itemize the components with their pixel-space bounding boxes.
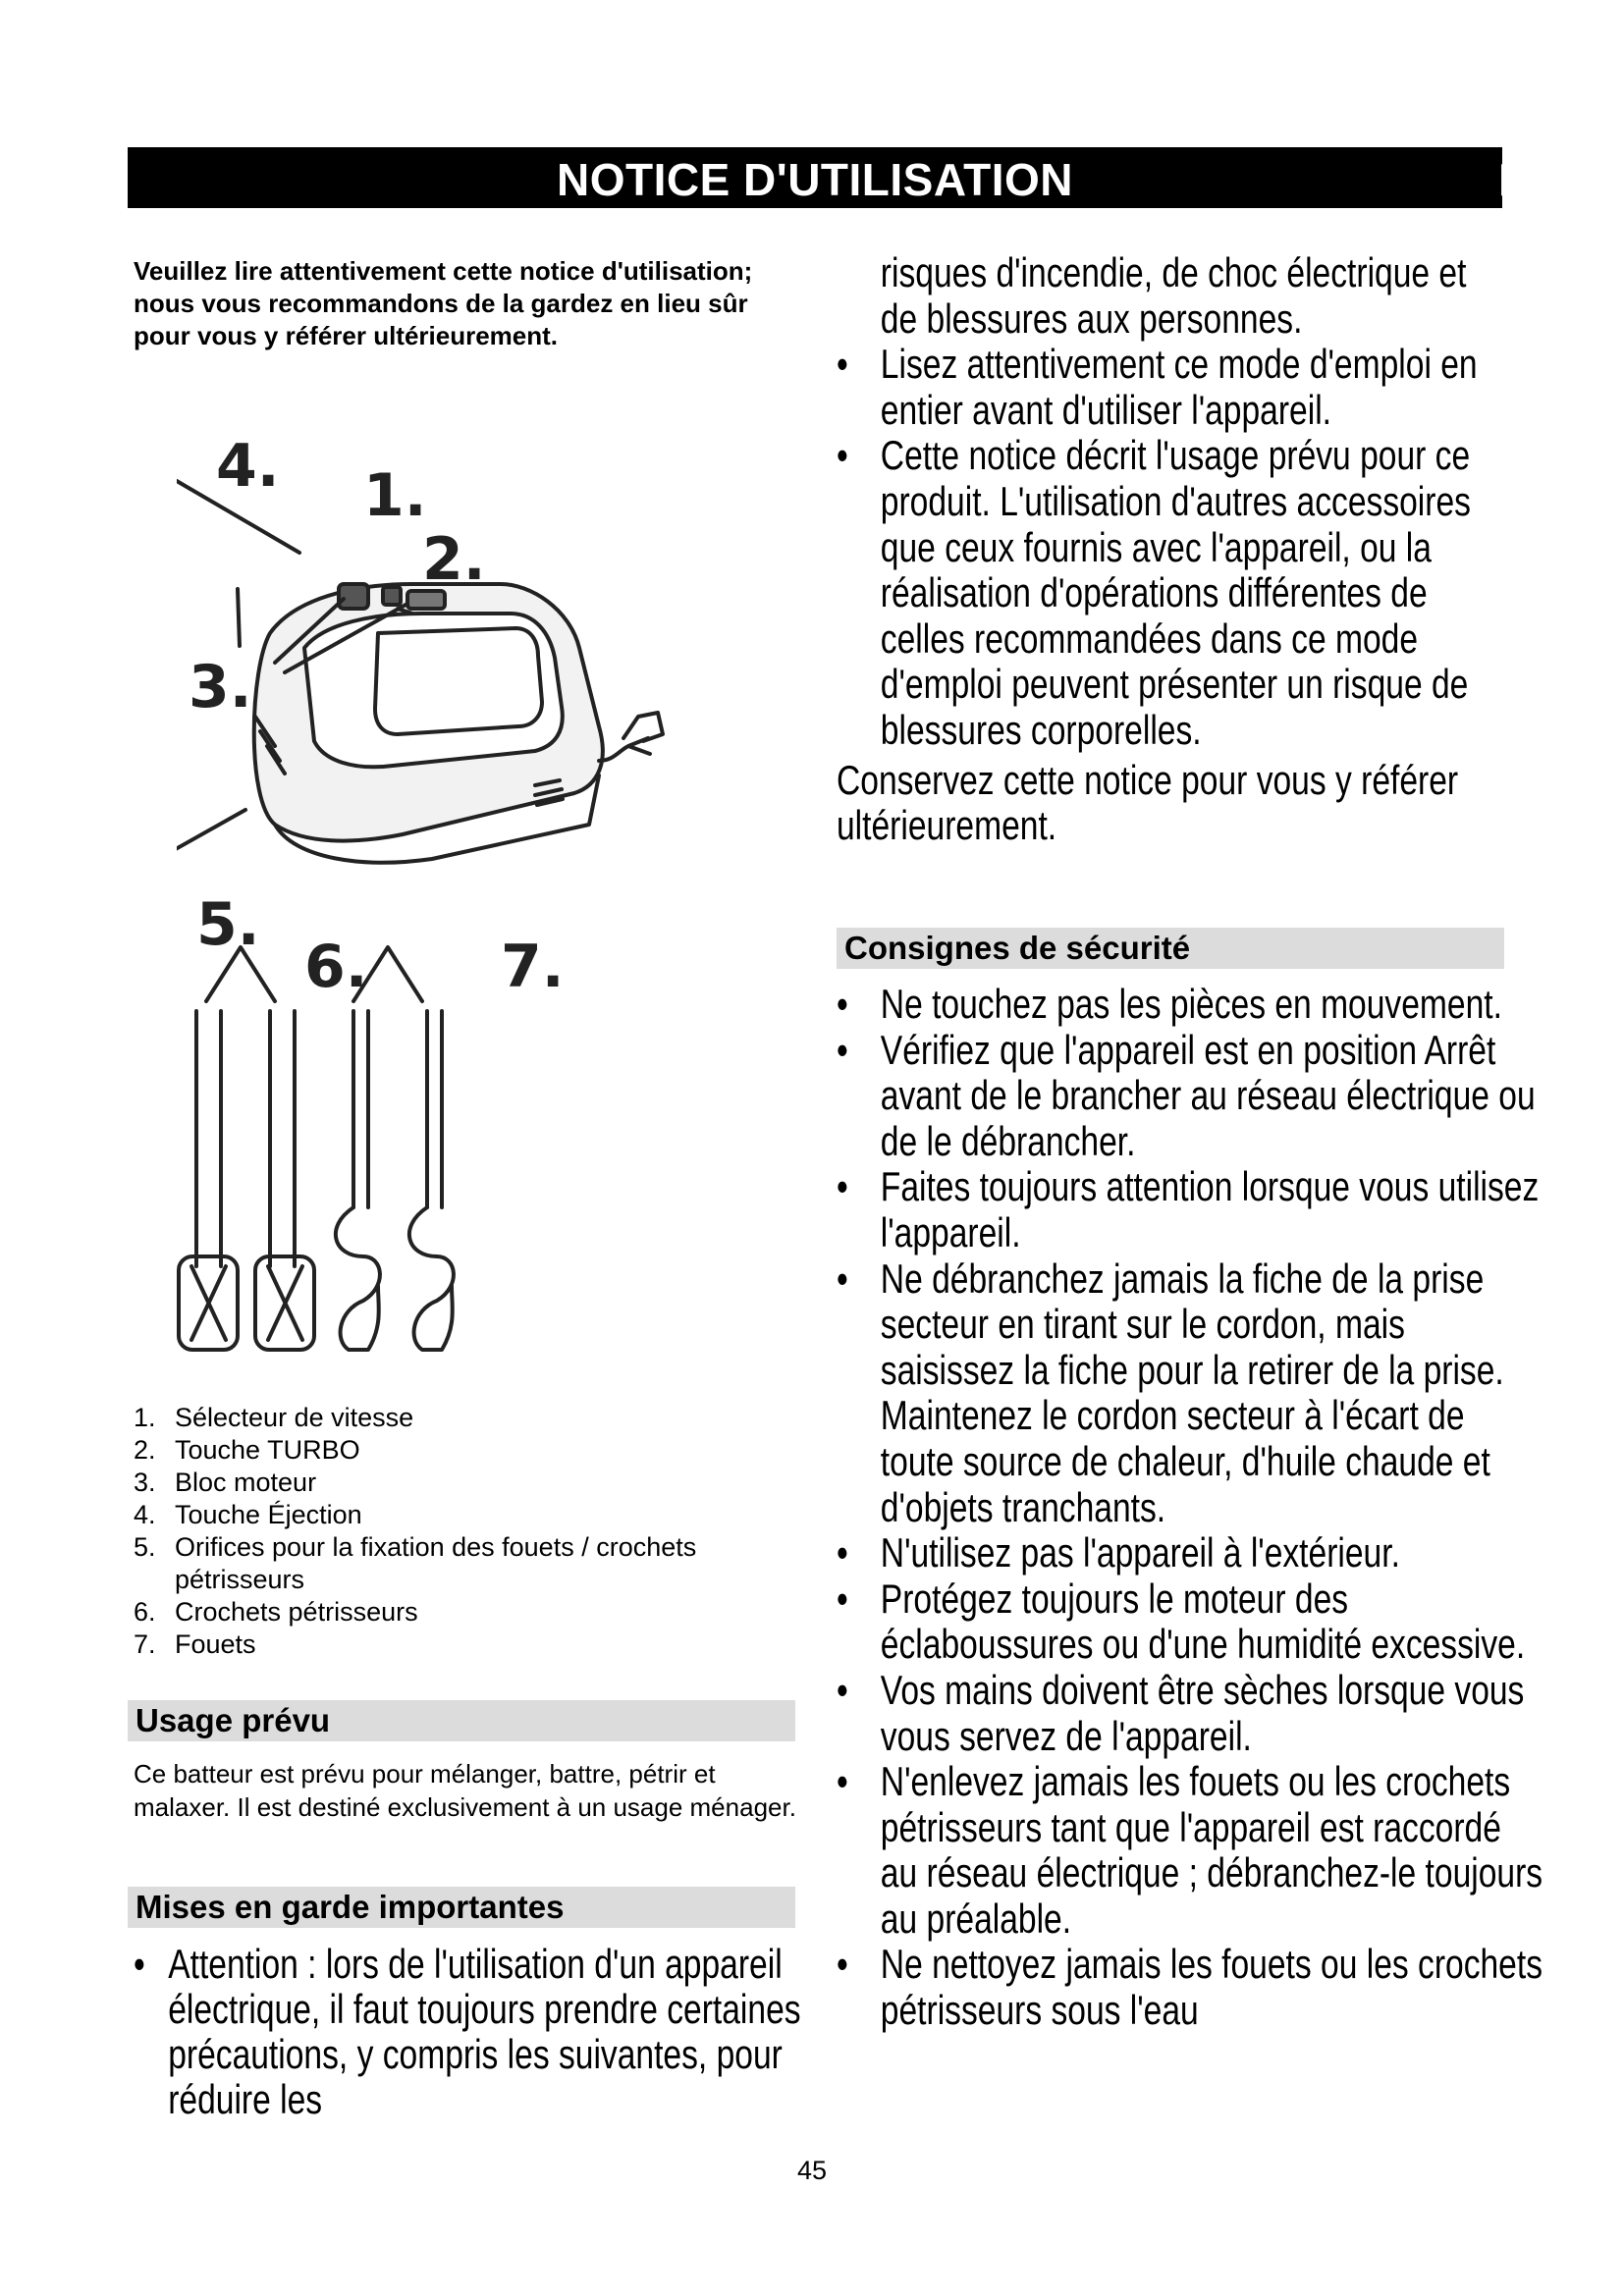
safety-heading: Consignes de sécurité [837, 928, 1504, 969]
list-item: • Ne touchez pas les pièces en mouvement. [837, 981, 1502, 1027]
list-item: • Protégez toujours le moteur des éclaboussures ou d'une humidité excessive. [837, 1575, 1526, 1668]
list-item: • Vos mains doivent être sèches lorsque vous vous servez de l'appareil. [837, 1666, 1525, 1759]
callout-7: 7. [501, 933, 565, 1001]
callout-5: 5. [196, 890, 260, 959]
warning-continuation: risques d'incendie, de choc électrique et de blessures aux personnes. [880, 249, 1467, 342]
callout-1: 1. [363, 461, 427, 530]
list-item: • N'enlevez jamais les fouets ou les crochets pétrisseurs tant que l'appareil est raccordé au réseau électrique ; débranchez-le toujours au préalable. [837, 1758, 1543, 1942]
list-item: • Lisez attentivement ce mode d'emploi en entier avant d'utiliser l'appareil. [837, 341, 1478, 433]
list-item: • Faites toujours attention lorsque vous utilisez l'appareil. [837, 1163, 1540, 1255]
header-bar [128, 147, 1559, 208]
language-code: FR [1498, 154, 1559, 205]
list-item: • Attention : lors de l'utilisation d'un appareil électrique, il faut toujours prendre certaines précautions, y compris les suivantes, pour réduire les [134, 1941, 801, 2122]
list-item: 6. Crochets pétrisseurs [134, 1597, 418, 1627]
warnings-heading: Mises en garde importantes [128, 1887, 795, 1928]
list-item: 2. Touche TURBO [134, 1435, 360, 1465]
list-item: 7. Fouets [134, 1629, 256, 1659]
list-item: • Ne nettoyez jamais les fouets ou les crochets pétrisseurs sous l'eau [837, 1941, 1543, 2034]
callout-3: 3. [189, 653, 252, 721]
usage-heading: Usage prévu [128, 1700, 795, 1741]
usage-text: Ce batteur est prévu pour mélanger, battre, pétrir et malaxer. Il est destiné exclusivement à un usage ménager. [134, 1759, 796, 1822]
parts-list [134, 1402, 801, 1661]
intro-text: Veuillez lire attentivement cette notice d'utilisation; nous vous recommandons de la gardez en lieu sûr pour vous y référer ultérieurement. [134, 256, 753, 350]
list-item: • Vérifiez que l'appareil est en position Arrêt avant de le brancher au réseau électrique ou de le débrancher. [837, 1026, 1536, 1164]
warnings-continued [837, 250, 1496, 849]
beaters-drawing [179, 947, 314, 1350]
callout-2: 2. [422, 525, 486, 594]
list-item: • Ne débranchez jamais la fiche de la prise secteur en tirant sur le cordon, mais saisissez la fiche pour la retirer de la prise. Maintenez le cordon secteur à l'écart de toute source de chaleur, d'huile chaude et d'objets tranchants. [837, 1255, 1504, 1530]
callout-6: 6. [304, 933, 368, 1001]
list-item: • Cette notice décrit l'usage prévu pour ce produit. L'utilisation d'autres accessoires que ceux fournis avec l'appareil, ou la réalisation d'opérations différentes de celles recommandées dans ce mode d'emploi peuvent présenter un risque de blessures corporelles. [837, 432, 1471, 753]
closing-note: Conservez cette notice pour vous y référer ultérieurement. [837, 756, 1459, 849]
list-item: 3. Bloc moteur [134, 1468, 317, 1497]
page-number: 45 [796, 2156, 828, 2185]
warnings-list [134, 1942, 825, 2122]
list-item: 4. Touche Éjection [134, 1500, 362, 1529]
callout-4: 4. [216, 432, 280, 501]
safety-list [837, 982, 1543, 2034]
page-title: NOTICE D'UTILISATION [556, 154, 1074, 205]
list-item: • N'utilisez pas l'appareil à l'extérieur. [837, 1529, 1400, 1576]
hand-mixer-illustration [177, 422, 727, 1384]
dough-hooks-drawing [336, 947, 454, 1350]
list-item: 1. Sélecteur de vitesse [134, 1403, 414, 1432]
list-item: 5. Orifices pour la fixation des fouets / crochets pétrisseurs [134, 1532, 697, 1594]
